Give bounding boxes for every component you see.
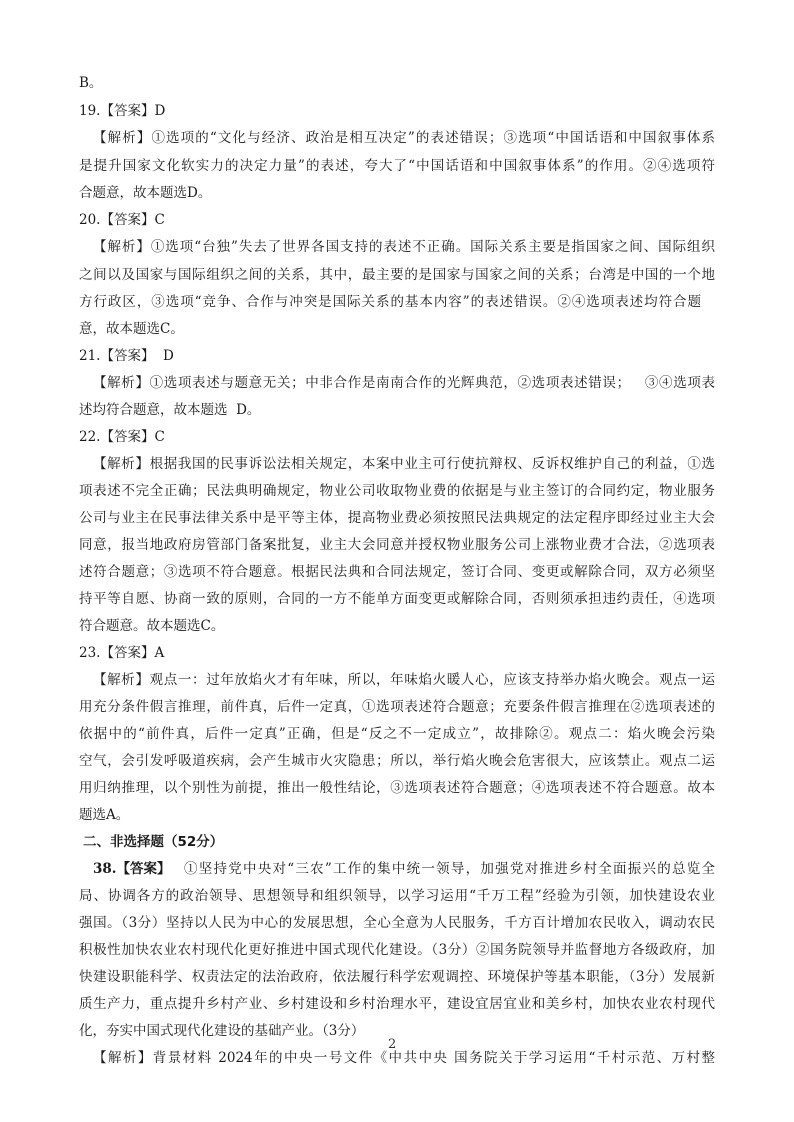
question-23-analysis: 【解析】观点一：过年放焰火才有年味，所以，年味焰火暖人心，应该支持举办焰火晚会。观点一运 bbox=[93, 672, 715, 688]
question-20-answer: 20.【答案】C bbox=[79, 212, 165, 228]
text-line: 是提升国家文化软实力的决定力量”的表述，夸大了“中国话语和中国叙事体系”的作用。②④选项符 bbox=[79, 158, 715, 174]
question-21-answer: 21.【答案】 D bbox=[79, 348, 174, 364]
section-heading: 二、非选择题（52分） bbox=[83, 834, 224, 850]
question-38-analysis: 【解析】背景材料 2024年的中央一号文件《中共中央 国务院关于学习运用“千村示范、万村整 bbox=[93, 1050, 715, 1066]
text-line: 用归纳推理，以个别性为前提，推出一般性结论，③选项表述符合题意；④选项表述不符合题意。故本 bbox=[79, 780, 715, 796]
text-line: 持平等自愿、协商一致的原则，合同的一方不能单方面变更或解除合同，否则须承担违约责任，④选项 bbox=[79, 591, 715, 607]
text-line: 合题意，故本题选D。 bbox=[79, 185, 212, 201]
question-21-analysis: 【解析】①选项表述与题意无关；中非合作是南南合作的光辉典范，②选项表述错误； ③④选项表 bbox=[93, 375, 715, 391]
question-38-answer: ①坚持党中央对“三农”工作的集中统一领导，加强党对推进乡村全面振兴的总览全 bbox=[184, 861, 715, 877]
text-line: 题选A。 bbox=[79, 807, 130, 823]
text-line: 化，夯实中国式现代化建设的基础产业。（3分） bbox=[79, 1023, 365, 1039]
question-19-analysis: 【解析】①选项的“文化与经济、政治是相互决定”的表述错误；③选项“中国话语和中国叙事体系 bbox=[93, 130, 715, 146]
text-line: 之间以及国家与国际组织之间的关系，其中，最主要的是国家与国家之间的关系；台湾是中国的一个地 bbox=[79, 267, 715, 283]
question-22-analysis: 【解析】根据我国的民事诉讼法相关规定，本案中业主可行使抗辩权、反诉权维护自己的利益，①选 bbox=[93, 456, 715, 472]
text-line: 依据中的“前件真，后件一定真”正确，但是“反之不一定成立”，故排除②。观点二：焰火晚会污染 bbox=[79, 726, 715, 742]
text-line: 快建设职能科学、权责法定的法治政府，依法履行科学宏观调控、环境保护等基本职能，（3分）发展新 bbox=[79, 969, 715, 985]
question-38-label: 38.【答案】 bbox=[93, 861, 171, 877]
question-20-analysis: 【解析】①选项“台独”失去了世界各国支持的表述不正确。国际关系主要是指国家之间、国际组织 bbox=[93, 239, 715, 255]
text-line: 符合题意。故本题选C。 bbox=[79, 618, 225, 634]
text-line: 强国。（3分）坚持以人民为中心的发展思想，全心全意为人民服务，千方百计增加农民收入，调动农民 bbox=[79, 915, 715, 931]
text-line: 局、协调各方的政治领导、思想领导和组织领导，以学习运用“千万工程”经验为引领，加快建设农业 bbox=[79, 888, 715, 904]
question-23-answer: 23.【答案】A bbox=[79, 645, 165, 661]
text-line: 积极性加快农业农村现代化更好推进中国式现代化建设。（3分）②国务院领导并监督地方各级政府，加 bbox=[79, 942, 715, 958]
text-line: 空气，会引发呼吸道疾病，会产生城市火灾隐患；所以，举行焰火晚会危害很大，应该禁止。观点二运 bbox=[79, 753, 715, 769]
question-22-answer: 22.【答案】C bbox=[79, 429, 165, 445]
text-line: 意，故本题选C。 bbox=[79, 321, 184, 337]
text-line: B。 bbox=[79, 75, 103, 91]
text-line: 项表述不完全正确；民法典明确规定，物业公司收取物业费的依据是与业主签订的合同约定，物业服务 bbox=[79, 483, 715, 499]
text-line: 公司与业主在民事法律关系中是平等主体，提高物业费必须按照民法典规定的法定程序即经过业主大会 bbox=[79, 510, 715, 526]
text-line: 述符合题意；③选项不符合题意。根据民法典和合同法规定，签订合同、变更或解除合同，双方必须坚 bbox=[79, 564, 715, 580]
text-line: 方行政区，③选项“竞争、合作与冲突是国际关系的基本内容”的表述错误。②④选项表述均符合题 bbox=[79, 294, 701, 310]
text-line: 同意，报当地政府房管部门备案批复，业主大会同意并授权物业服务公司上涨物业费才合法，②选项表 bbox=[79, 537, 715, 553]
question-19-answer: 19.【答案】D bbox=[79, 103, 166, 119]
page-number: 2 bbox=[388, 1037, 397, 1052]
text-line: 质生产力，重点提升乡村产业、乡村建设和乡村治理水平，建设宜居宜业和美乡村，加快农业农村现代 bbox=[79, 996, 715, 1012]
text-line: 述均符合题意，故本题选 D。 bbox=[79, 402, 261, 418]
text-line: 用充分条件假言推理，前件真，后件一定真，①选项表述符合题意；充要条件假言推理在②选项表述的 bbox=[79, 699, 715, 715]
